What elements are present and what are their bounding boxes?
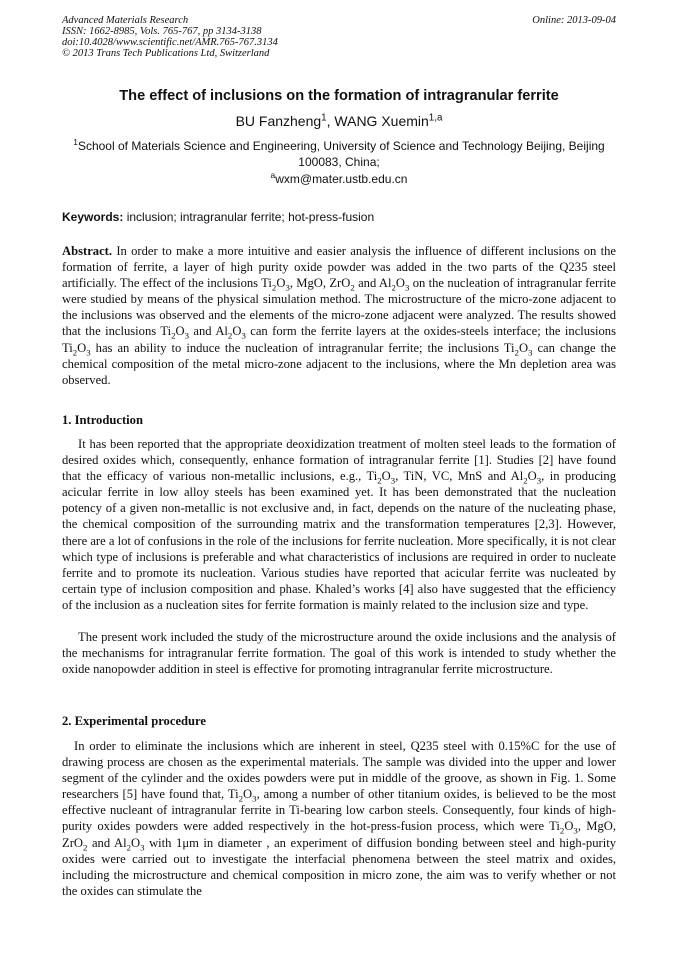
subscript: 2: [238, 793, 244, 804]
abstract-text: has an ability to induce the nucleation of intragranular ferrite; the inclusions Ti: [90, 340, 515, 355]
abstract-text: O: [518, 340, 529, 355]
body-text: It has been reported that the appropriate deoxidization treatment of molten steel leads to the formation of desired oxides which, consequently, enhance formation of intragranular ferrite [1]. Studies [2] have found that the efficacy of various non-metallic inclusions, e.g., Ti: [62, 437, 616, 484]
abstract-text: , MgO, ZrO: [289, 276, 351, 291]
abstract-text: O: [232, 324, 242, 339]
subscript: 2: [271, 282, 277, 293]
body-text: , MgO, ZrO: [62, 819, 616, 850]
intro-paragraph-2: The present work included the study of the microstructure around the oxide inclusions and the analysis of the mechanisms for intragranular ferrite formation. The goal of this work is intended to study whether the oxide nanopowder addition in steel is effective for promoting intragranular ferrite microstructure.: [62, 630, 616, 677]
subscript: 2: [514, 347, 519, 358]
body-text: O: [564, 819, 574, 834]
subscript: 3: [404, 282, 410, 293]
experimental-paragraph: [62, 738, 616, 899]
author-line: [62, 113, 616, 129]
online-date: Online: 2013-09-04: [532, 15, 616, 26]
abstract-text: O: [77, 340, 87, 355]
author-1: BU Fanzheng: [235, 113, 322, 129]
abstract-text: O: [276, 276, 286, 291]
body-text: O: [131, 835, 141, 850]
subscript: 3: [573, 825, 578, 836]
subscript: 3: [184, 330, 190, 341]
abstract-text: and Al: [354, 276, 392, 291]
body-text: In order to eliminate the inclusions which are inherent in steel, Q235 steel with 0.15%C for the use of drawing process are chosen as the experimental materials. The sample was divided into the upper and lower segment of the cylinder and the oxides powders were put in middle of the groove, as shown in Fig. 1. Some researchers [5] have found that, Ti: [62, 739, 616, 802]
author-2: WANG Xuemin: [334, 113, 429, 129]
subscript: 3: [390, 475, 396, 486]
subscript: 2: [377, 475, 382, 486]
abstract-text: can change the chemical composition of the metal micro-zone adjacent to the inclusions, where the Mn depletion area was observed.: [62, 340, 616, 387]
body-text: O: [381, 469, 391, 484]
body-text: and Al: [87, 835, 127, 850]
body-text: , in producing acicular ferrite in low alloy steels has been examined yet. It has been demonstrated that the nucleation potency of a given non-metallic is not exclusive and, in fact, depends on the nature of the nucleating phase, the chemical composition of the surrounding matrix and the transformation temperatures [2,3]. However, there are a lot of confusions in the role of the inclusions for ferrite nucleation. More specifically, it is not clear which type of inclusions is preferable and what characteristics of inclusions are required in order to nucleate ferrite and to promote its nucleation. Various studies have reported that acicular ferrite was nucleated by certain type of inclusion composition and phase. Khaled’s works [4] also have suggested that the efficiency of the inclusion as a nucleation sites for ferrite formation is mainly related to the inclusion size and type.: [62, 469, 616, 612]
subscript: 2: [72, 347, 78, 358]
email-line: [62, 172, 616, 186]
abstract-text: on the nucleation of intragranular ferrite were studied by means of the physical simulation method. The microstructure of the micro-zone adjacent to the inclusions was observed and the elements of the micro-zone adjacent were analyzed. The results showed that the inclusions Ti: [62, 276, 616, 339]
body-text: with 1μm in diameter , an experiment of diffusion bonding between steel and high-purity oxides were carried out to investigate the interfacial phenomena between the steel matrix and oxides, including the microstructure and chemical composition in micro zone, the aim was to verify whether or not the oxides can stimulate the: [62, 835, 616, 898]
keywords: [62, 210, 616, 224]
subscript: 2: [171, 330, 176, 341]
affiliation-text: School of Materials Science and Engineering, University of Science and Technology Beijing, Beijing 100083, China;: [77, 139, 605, 169]
section-heading-experimental: 2. Experimental procedure: [62, 714, 206, 728]
keywords-label: Keywords:: [62, 210, 124, 224]
paper-title: The effect of inclusions on the formation of intragranular ferrite: [119, 88, 559, 104]
body-text: , among a number of other titanium oxides, is believed to be the most effective nucleant of intragranular ferrite in Ti-bearing low carbon steels. Consequently, four kinds of high-purity oxides powders were added respectively in the hot-press-fusion process, which were Ti: [62, 787, 617, 834]
subscript: 2: [126, 842, 131, 853]
subscript: 2: [559, 825, 565, 836]
abstract-label: Abstract.: [62, 244, 113, 258]
journal-name: Advanced Materials Research: [62, 15, 189, 26]
affiliation-marker: 1: [73, 137, 78, 147]
abstract-text: and Al: [189, 324, 228, 339]
subscript: 3: [536, 475, 542, 486]
abstract-text: O: [175, 324, 185, 339]
author-1-affil: 1: [321, 112, 327, 124]
subscript: 3: [86, 347, 91, 358]
copyright-line: © 2013 Trans Tech Publications Ltd, Switzerland: [62, 48, 270, 59]
subscript: 2: [350, 282, 355, 293]
issn-line: ISSN: 1662-8985, Vols. 765-767, pp 3134-3138: [62, 26, 262, 37]
subscript: 2: [523, 475, 528, 486]
intro-paragraph-1: [62, 436, 616, 613]
journal-header: [62, 15, 616, 59]
subscript: 3: [285, 282, 290, 293]
subscript: 2: [227, 330, 233, 341]
subscript: 3: [241, 330, 246, 341]
body-text: O: [527, 469, 537, 484]
subscript: 3: [528, 347, 533, 358]
doi-line: doi:10.4028/www.scientific.net/AMR.765-767.3134: [62, 37, 278, 48]
abstract-text: O: [395, 276, 405, 291]
subscript: 3: [140, 842, 145, 853]
section-heading-introduction: 1. Introduction: [62, 413, 143, 427]
abstract-text: In order to make a more intuitive and easier analysis the influence of different inclusions on the formation of ferrite, a layer of high purity oxide powder was added in the two parts of the Q235 steel artificially. The effect of the inclusions Ti: [62, 244, 616, 291]
subscript: 2: [82, 842, 88, 853]
keywords-text: inclusion; intragranular ferrite; hot-press-fusion: [123, 210, 375, 224]
abstract-text: can form the ferrite layers at the oxides-steels interface; the inclusions Ti: [62, 324, 617, 355]
subscript: 3: [252, 793, 257, 804]
email-address[interactable]: wxm@mater.ustb.edu.cn: [275, 172, 408, 186]
affiliation: [62, 138, 616, 170]
subscript: 2: [391, 282, 396, 293]
body-text: , TiN, VC, MnS and Al: [395, 469, 524, 484]
abstract-paragraph: [62, 243, 616, 388]
body-text: O: [243, 787, 253, 802]
author-separator: ,: [326, 113, 335, 129]
author-2-affil: 1,a: [428, 112, 443, 124]
email-marker: a: [270, 170, 276, 180]
